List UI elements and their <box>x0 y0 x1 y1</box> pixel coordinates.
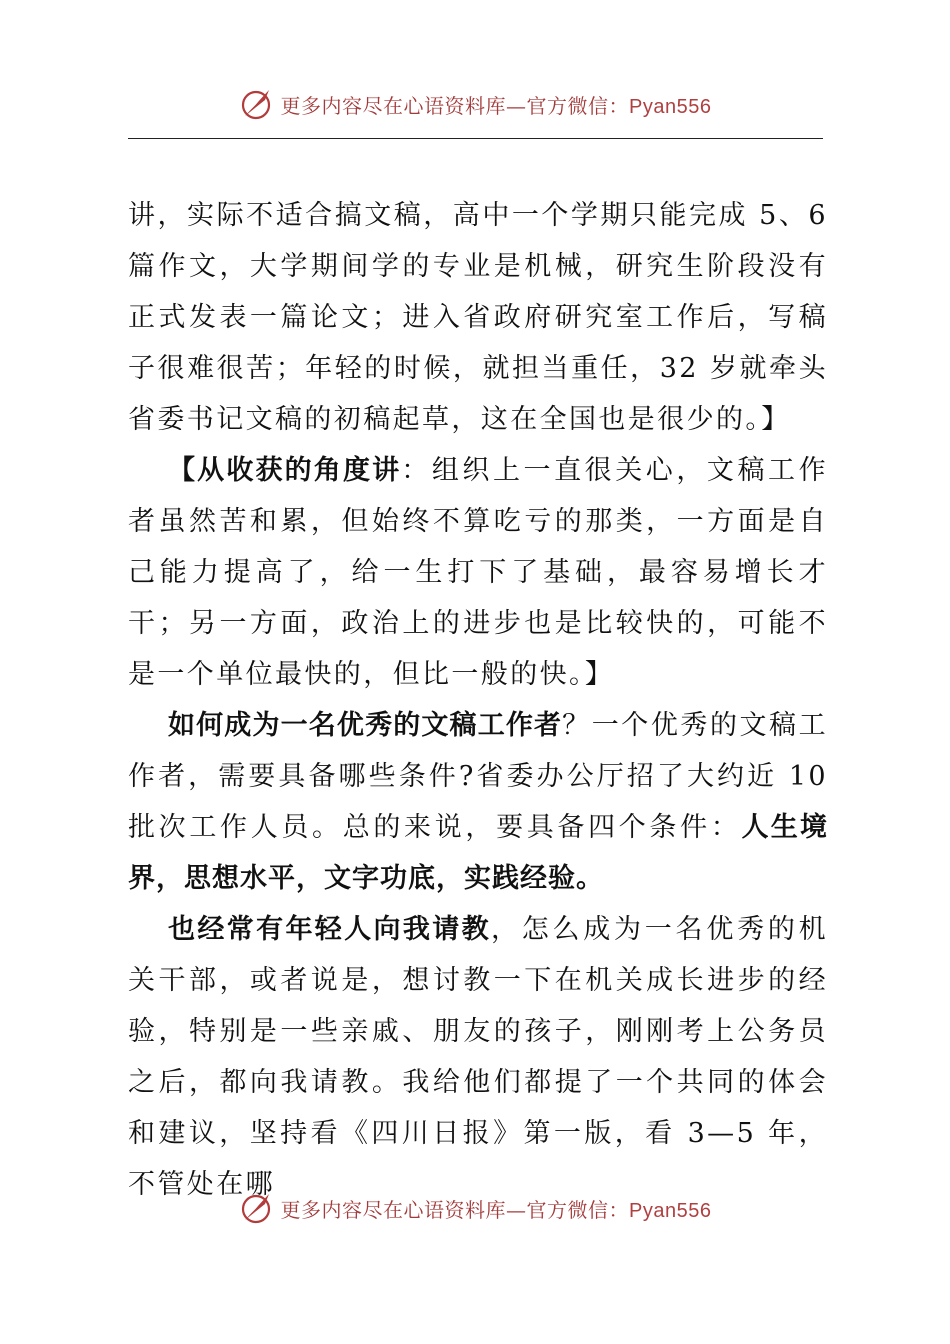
paragraph-2-text: ：组织上一直很关心，文稿工作者虽然苦和累，但始终不算吃亏的那类，一方面是自己能力提高了，给一生打下了基础，最容易增长才干；另一方面，政治上的进步也是比较快的，可能不是一个单位最快的，但比一般的快。】 <box>128 455 828 690</box>
paragraph-2-heading: 【从收获的角度讲 <box>168 455 402 486</box>
footer-banner-text <box>281 1194 712 1223</box>
paragraph-4-heading: 也经常有年轻人向我请教 <box>168 914 491 945</box>
paragraph-3-conditions: 人生境界，思想水平，文字功底，实践经验。 <box>128 812 829 894</box>
header-banner-text <box>281 90 712 119</box>
header-divider <box>128 138 823 139</box>
quill-logo-icon <box>239 86 275 122</box>
paragraph-4-text: ，怎么成为一名优秀的机关干部，或者说是，想讨教一下在机关成长进步的经验，特别是一些亲戚、朋友的孩子，刚刚考上公务员之后，都向我请教。我给他们都提了一个共同的体会和建议，坚持看《四川日报》第一版，看 3—5 年，不管处在哪 <box>128 914 828 1200</box>
paragraph-4 <box>128 904 828 1210</box>
footer-banner-dash: — <box>506 1197 527 1222</box>
paragraph-3 <box>128 700 828 904</box>
footer-banner <box>0 1188 950 1228</box>
paragraph-1 <box>128 190 828 445</box>
header-banner <box>0 84 950 124</box>
header-banner-main: 更多内容尽在心语资料库 <box>280 93 507 118</box>
paragraph-2 <box>128 445 828 700</box>
paragraph-1-text: 讲，实际不适合搞文稿，高中一个学期只能完成 5、6篇作文，大学期间学的专业是机械，研究生阶段没有正式发表一篇论文；进入省政府研究室工作后，写稿子很难很苦；年轻的时候，就担当重任，32 岁就牵头省委书记文稿的初稿起草，这在全国也是很少的。】 <box>128 200 828 435</box>
footer-banner-wechat: Pyan556 <box>629 1199 712 1222</box>
header-banner-wechat: Pyan556 <box>629 95 712 118</box>
quill-logo-icon <box>239 1190 275 1226</box>
footer-banner-official: 官方微信： <box>526 1197 630 1222</box>
document-body <box>128 190 828 1210</box>
footer-banner-main: 更多内容尽在心语资料库 <box>280 1197 507 1222</box>
header-banner-official: 官方微信： <box>526 93 630 118</box>
paragraph-3-heading: 如何成为一名优秀的文稿工作者 <box>168 710 563 741</box>
header-banner-dash: — <box>506 93 527 118</box>
paragraph-3-text: ？一个优秀的文稿工作者，需要具备哪些条件?省委办公厅招了大约近 10 批次工作人员。总的来说，要具备四个条件： <box>128 710 829 843</box>
